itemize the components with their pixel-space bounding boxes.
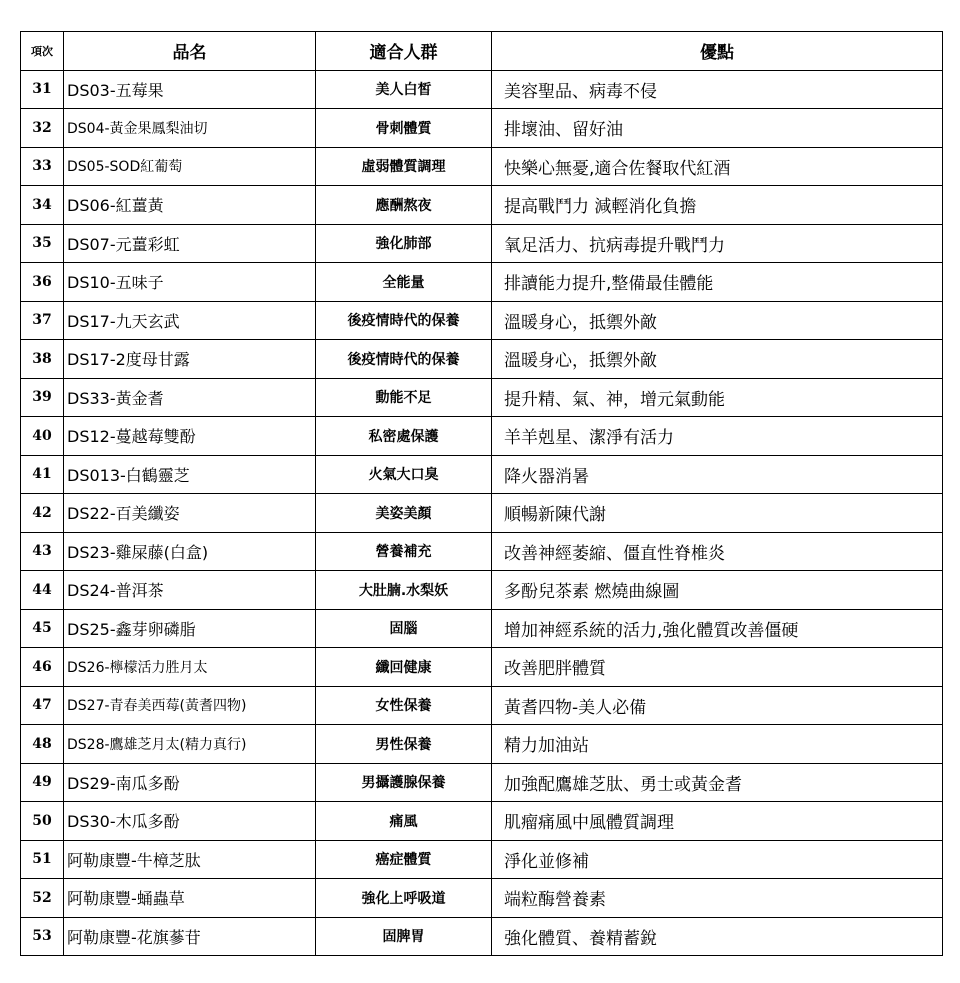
header-no: 項次 bbox=[21, 32, 64, 71]
row-number: 50 bbox=[21, 802, 64, 841]
advantage-text: 肌瘤痛風中風體質調理 bbox=[492, 802, 943, 841]
product-name: DS12-蔓越莓雙酚 bbox=[64, 417, 316, 456]
target-group: 美人白皙 bbox=[316, 70, 492, 109]
advantage-text: 改善肥胖體質 bbox=[492, 648, 943, 687]
row-number: 36 bbox=[21, 263, 64, 302]
header-group: 適合人群 bbox=[316, 32, 492, 71]
target-group: 美姿美顏 bbox=[316, 494, 492, 533]
product-name: DS07-元薑彩虹 bbox=[64, 224, 316, 263]
target-group: 痛風 bbox=[316, 802, 492, 841]
advantage-text: 提高戰鬥力 減輕消化負擔 bbox=[492, 186, 943, 225]
product-name: DS17-九天玄武 bbox=[64, 301, 316, 340]
row-number: 37 bbox=[21, 301, 64, 340]
target-group: 大肚腩.水梨妖 bbox=[316, 571, 492, 610]
table-row bbox=[21, 763, 943, 802]
row-number: 41 bbox=[21, 455, 64, 494]
target-group: 私密處保護 bbox=[316, 417, 492, 456]
advantage-text: 排壞油、留好油 bbox=[492, 109, 943, 148]
table-row bbox=[21, 494, 943, 533]
advantage-text: 溫暖身心，抵禦外敵 bbox=[492, 301, 943, 340]
header-advantage: 優點 bbox=[492, 32, 943, 71]
table-row bbox=[21, 802, 943, 841]
row-number: 40 bbox=[21, 417, 64, 456]
product-name: DS29-南瓜多酚 bbox=[64, 763, 316, 802]
target-group: 營養補充 bbox=[316, 532, 492, 571]
row-number: 35 bbox=[21, 224, 64, 263]
advantage-text: 快樂心無憂,適合佐餐取代紅酒 bbox=[492, 147, 943, 186]
table-row bbox=[21, 70, 943, 109]
advantage-text: 排讀能力提升,整備最佳體能 bbox=[492, 263, 943, 302]
target-group: 纖回健康 bbox=[316, 648, 492, 687]
advantage-text: 黃耆四物-美人必備 bbox=[492, 686, 943, 725]
row-number: 38 bbox=[21, 340, 64, 379]
target-group: 癌症體質 bbox=[316, 840, 492, 879]
advantage-text: 羊羊剋星、潔淨有活力 bbox=[492, 417, 943, 456]
target-group: 固脾胃 bbox=[316, 917, 492, 956]
product-name: DS17-2度母甘露 bbox=[64, 340, 316, 379]
advantage-text: 順暢新陳代謝 bbox=[492, 494, 943, 533]
row-number: 47 bbox=[21, 686, 64, 725]
target-group: 男性保養 bbox=[316, 725, 492, 764]
row-number: 31 bbox=[21, 70, 64, 109]
target-group: 應酬熬夜 bbox=[316, 186, 492, 225]
product-name: DS22-百美纖姿 bbox=[64, 494, 316, 533]
row-number: 42 bbox=[21, 494, 64, 533]
product-name: DS24-普洱茶 bbox=[64, 571, 316, 610]
target-group: 固腦 bbox=[316, 609, 492, 648]
advantage-text: 溫暖身心，抵禦外敵 bbox=[492, 340, 943, 379]
table-row bbox=[21, 455, 943, 494]
product-name: DS06-紅薑黃 bbox=[64, 186, 316, 225]
table-header-row bbox=[21, 32, 943, 71]
table-row bbox=[21, 725, 943, 764]
advantage-text: 端粒酶營養素 bbox=[492, 879, 943, 918]
table-row bbox=[21, 571, 943, 610]
row-number: 33 bbox=[21, 147, 64, 186]
advantage-text: 提升精、氣、神，增元氣動能 bbox=[492, 378, 943, 417]
row-number: 45 bbox=[21, 609, 64, 648]
row-number: 44 bbox=[21, 571, 64, 610]
product-name: DS03-五莓果 bbox=[64, 70, 316, 109]
advantage-text: 多酚兒茶素 燃燒曲線圖 bbox=[492, 571, 943, 610]
row-number: 43 bbox=[21, 532, 64, 571]
header-name: 品名 bbox=[64, 32, 316, 71]
table-row bbox=[21, 648, 943, 687]
row-number: 32 bbox=[21, 109, 64, 148]
table-row bbox=[21, 224, 943, 263]
target-group: 火氣大口臭 bbox=[316, 455, 492, 494]
row-number: 52 bbox=[21, 879, 64, 918]
product-name: DS30-木瓜多酚 bbox=[64, 802, 316, 841]
table-row bbox=[21, 917, 943, 956]
row-number: 34 bbox=[21, 186, 64, 225]
product-name: DS013-白鶴靈芝 bbox=[64, 455, 316, 494]
product-name: DS33-黃金耆 bbox=[64, 378, 316, 417]
table-row bbox=[21, 417, 943, 456]
product-table-container bbox=[20, 31, 942, 956]
advantage-text: 精力加油站 bbox=[492, 725, 943, 764]
table-row bbox=[21, 109, 943, 148]
row-number: 49 bbox=[21, 763, 64, 802]
product-table bbox=[20, 31, 943, 956]
target-group: 強化上呼吸道 bbox=[316, 879, 492, 918]
advantage-text: 增加神經系統的活力,強化體質改善僵硬 bbox=[492, 609, 943, 648]
row-number: 39 bbox=[21, 378, 64, 417]
advantage-text: 氧足活力、抗病毒提升戰鬥力 bbox=[492, 224, 943, 263]
table-row bbox=[21, 340, 943, 379]
target-group: 全能量 bbox=[316, 263, 492, 302]
table-row bbox=[21, 147, 943, 186]
product-name: DS27-青春美西莓(黃耆四物) bbox=[64, 686, 316, 725]
advantage-text: 淨化並修補 bbox=[492, 840, 943, 879]
product-name: DS23-雞屎藤(白盒) bbox=[64, 532, 316, 571]
product-name: DS10-五味子 bbox=[64, 263, 316, 302]
target-group: 後疫情時代的保養 bbox=[316, 340, 492, 379]
product-name: DS04-黃金果鳳梨油切 bbox=[64, 109, 316, 148]
table-row bbox=[21, 378, 943, 417]
table-row bbox=[21, 301, 943, 340]
advantage-text: 強化體質、養精蓄銳 bbox=[492, 917, 943, 956]
product-name: DS25-鑫芽卵磷脂 bbox=[64, 609, 316, 648]
table-row bbox=[21, 686, 943, 725]
product-name: DS28-鷹雄芝月太(精力真行) bbox=[64, 725, 316, 764]
table-row bbox=[21, 879, 943, 918]
target-group: 男攝護腺保養 bbox=[316, 763, 492, 802]
row-number: 46 bbox=[21, 648, 64, 687]
target-group: 強化肺部 bbox=[316, 224, 492, 263]
advantage-text: 改善神經萎縮、僵直性脊椎炎 bbox=[492, 532, 943, 571]
advantage-text: 加強配鷹雄芝肽、勇士或黃金耆 bbox=[492, 763, 943, 802]
target-group: 女性保養 bbox=[316, 686, 492, 725]
table-row bbox=[21, 532, 943, 571]
table-row bbox=[21, 263, 943, 302]
advantage-text: 降火器消暑 bbox=[492, 455, 943, 494]
row-number: 53 bbox=[21, 917, 64, 956]
advantage-text: 美容聖品、病毒不侵 bbox=[492, 70, 943, 109]
table-row bbox=[21, 840, 943, 879]
target-group: 骨刺體質 bbox=[316, 109, 492, 148]
product-name: 阿勒康豐-蛹蟲草 bbox=[64, 879, 316, 918]
table-row bbox=[21, 186, 943, 225]
table-row bbox=[21, 609, 943, 648]
product-name: DS05-SOD紅葡萄 bbox=[64, 147, 316, 186]
target-group: 虛弱體質調理 bbox=[316, 147, 492, 186]
target-group: 後疫情時代的保養 bbox=[316, 301, 492, 340]
product-name: 阿勒康豐-牛樟芝肽 bbox=[64, 840, 316, 879]
row-number: 51 bbox=[21, 840, 64, 879]
row-number: 48 bbox=[21, 725, 64, 764]
product-name: DS26-檸檬活力胜月太 bbox=[64, 648, 316, 687]
target-group: 動能不足 bbox=[316, 378, 492, 417]
product-name: 阿勒康豐-花旗蔘苷 bbox=[64, 917, 316, 956]
